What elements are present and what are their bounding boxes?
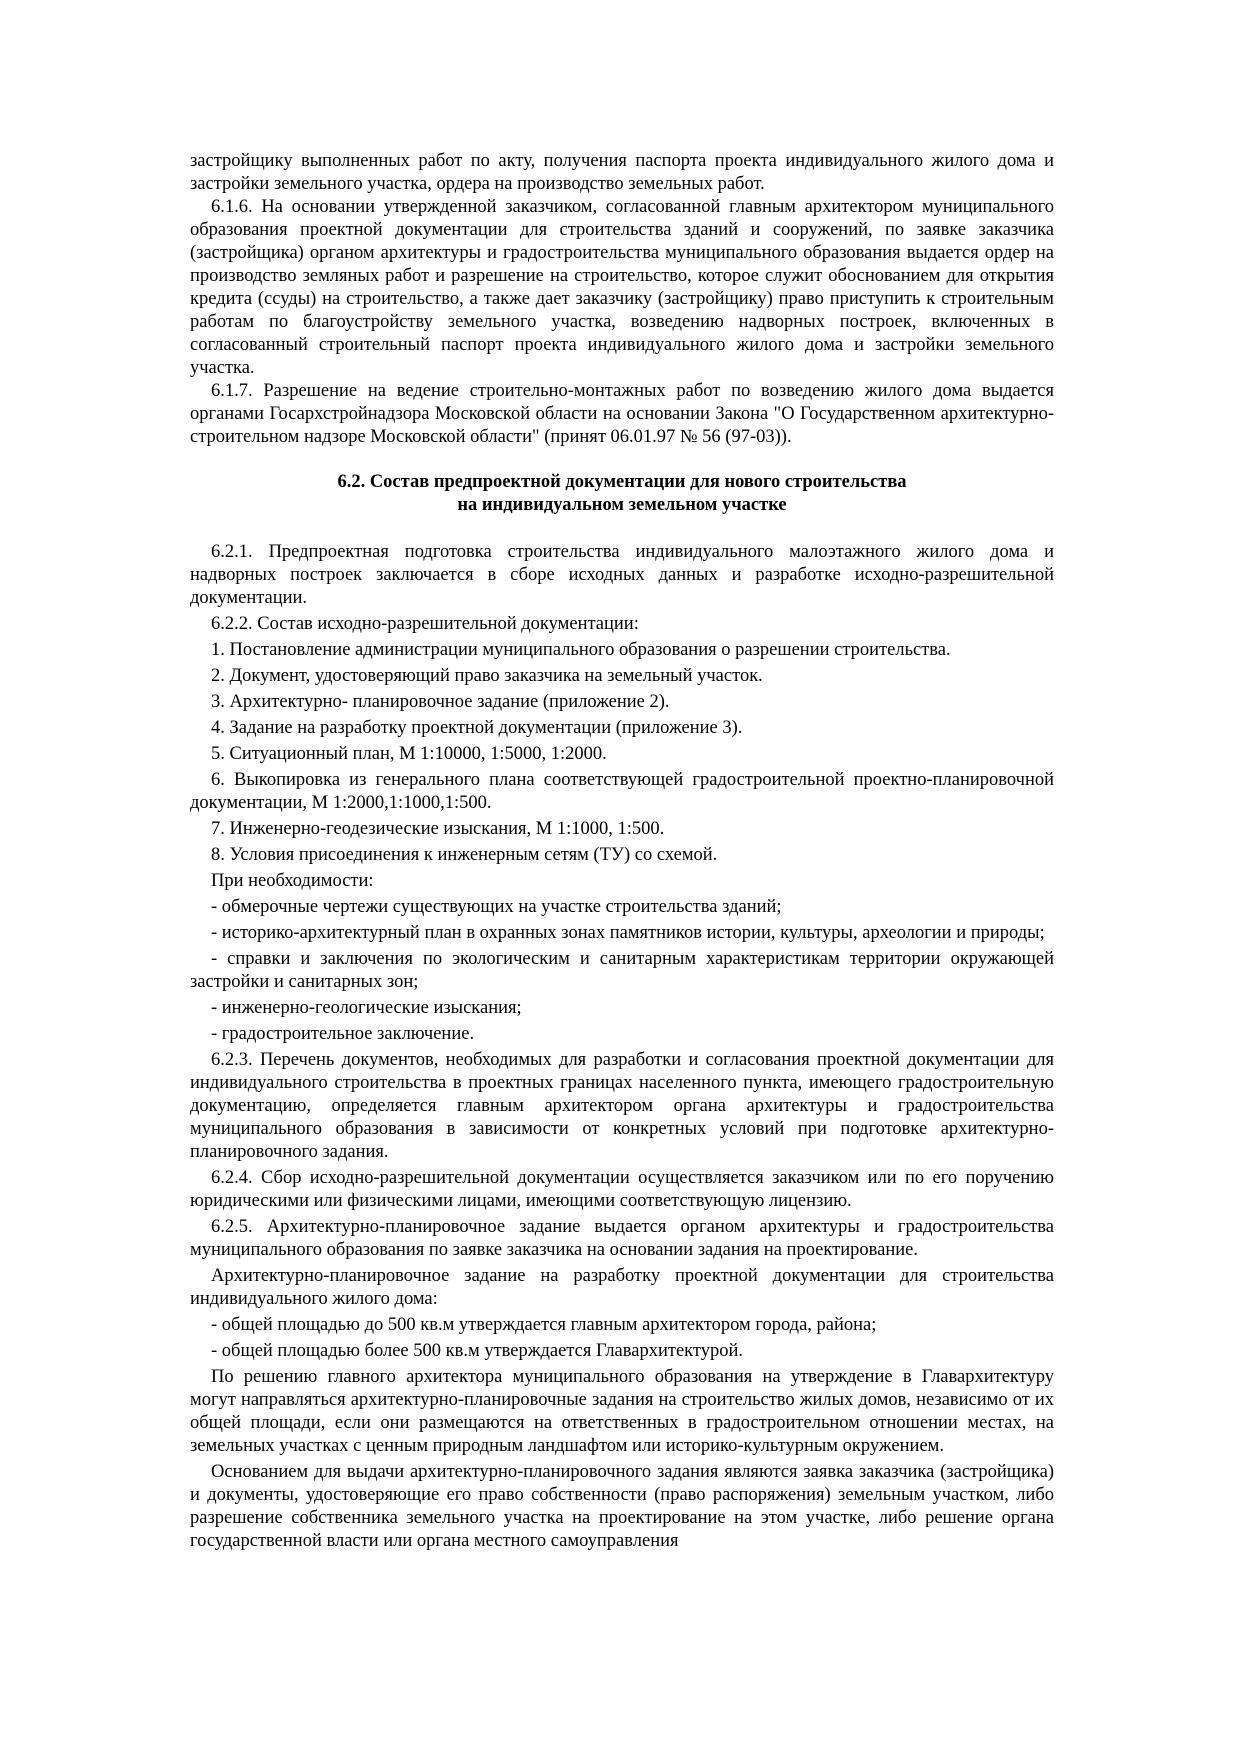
dash-list-item: - инженерно-геологические изыскания;	[211, 998, 522, 1018]
paragraph-continuation: застройщику выполненных работ по акту, получения паспорта проекта индивидуального жилого дома и застройки земельного участка, ордера на производство земельных работ.	[190, 151, 1054, 194]
dash-list-item: - справки и заключения по экологическим и санитарным характеристикам территории окружающей застройки и санитарных зон;	[190, 949, 1054, 992]
list-item: 7. Инженерно-геодезические изыскания, М 1:1000, 1:500.	[211, 819, 665, 839]
paragraph-6-2-1: 6.2.1. Предпроектная подготовка строительства индивидуального малоэтажного жилого дома и надворных построек заключается в сборе исходных данных и разработке исходно-разрешительной документации.	[190, 542, 1054, 608]
paragraph-decision: По решению главного архитектора муниципального образования на утверждение в Главархитектуру могут направляться архитектурно-планировочные задания на строительство жилых домов, независимо от их общей площади, если они размещаются на ответственных в градостроительном отношении местах, на земельных участках с ценным природным ландшафтом или историко-культурным окружением.	[190, 1367, 1054, 1456]
list-item: 8. Условия присоединения к инженерным сетям (ТУ) со схемой.	[211, 845, 718, 865]
dash-list-item: - историко-архитектурный план в охранных зонах памятников истории, культуры, археологии и природы;	[211, 923, 1045, 943]
section-heading-line1: 6.2. Состав предпроектной документации для нового строительства	[337, 472, 907, 492]
document-page	[190, 150, 1054, 1553]
list-item: 5. Ситуационный план, М 1:10000, 1:5000, 1:2000.	[211, 744, 607, 764]
list-item: 3. Архитектурно- планировочное задание (приложение 2).	[211, 692, 670, 712]
list-item: 2. Документ, удостоверяющий право заказчика на земельный участок.	[211, 666, 763, 686]
section-heading	[190, 471, 1054, 517]
paragraph-6-2-3: 6.2.3. Перечень документов, необходимых для разработки и согласования проектной документации для индивидуального строительства в проектных границах населенного пункта, имеющего градостроительную документацию, определяется главным архитектором органа архитектуры и градостроительства муниципального образования в зависимости от конкретных условий при подготовке архитектурно-планировочного задания.	[190, 1050, 1054, 1162]
list-item: 6. Выкопировка из генерального плана соответствующей градостроительной проектно-планировочной документации, М 1:2000,1:1000,1:500.	[190, 770, 1054, 813]
dash-list-item: - обмерочные чертежи существующих на участке строительства зданий;	[211, 897, 782, 917]
paragraph-6-2-4: 6.2.4. Сбор исходно-разрешительной документации осуществляется заказчиком или по его поручению юридическими или физическими лицами, имеющими соответствующую лицензию.	[190, 1168, 1054, 1211]
list-item: 1. Постановление администрации муниципального образования о разрешении строительства.	[211, 640, 951, 660]
dash-list-item: - общей площадью до 500 кв.м утверждается главным архитектором города, района;	[211, 1315, 877, 1335]
dash-list-item: - общей площадью более 500 кв.м утверждается Главархитектурой.	[211, 1341, 744, 1361]
paragraph-apz: Архитектурно-планировочное задание на разработку проектной документации для строительства индивидуального жилого дома:	[190, 1266, 1054, 1309]
paragraph-6-1-7: 6.1.7. Разрешение на ведение строительно-монтажных работ по возведению жилого дома выдается органами Госархстройнадзора Московской области на основании Закона "О Государственном архитектурно- строительном надзоре Московской области" (принят 06.01.97 № 56 (97-03)).	[190, 381, 1054, 447]
list-subheading: При необходимости:	[211, 871, 374, 891]
dash-list-item: - градостроительное заключение.	[211, 1024, 475, 1044]
paragraph-6-2-2: 6.2.2. Состав исходно-разрешительной документации:	[211, 614, 639, 634]
paragraph-basis: Основанием для выдачи архитектурно-планировочного задания являются заявка заказчика (застройщика) и документы, удостоверяющие его право собственности (право распоряжения) земельным участком, либо разрешение собственника земельного участка на проектирование на этом участке, либо решение органа государственной власти или органа местного самоуправления	[190, 1462, 1054, 1551]
section-heading-line2: на индивидуальном земельном участке	[457, 495, 787, 515]
paragraph-6-2-5: 6.2.5. Архитектурно-планировочное задание выдается органом архитектуры и градостроительства муниципального образования по заявке заказчика на основании задания на проектирование.	[190, 1217, 1054, 1260]
list-item: 4. Задание на разработку проектной документации (приложение 3).	[211, 718, 743, 738]
paragraph-6-1-6: 6.1.6. На основании утвержденной заказчиком, согласованной главным архитектором муниципального образования проектной документации для строительства зданий и сооружений, по заявке заказчика (застройщика) органом архитектуры и градостроительства муниципального образования выдается ордер на производство земляных работ и разрешение на строительство, которое служит обоснованием для открытия кредита (ссуды) на строительство, а также дает заказчику (застройщику) право приступить к строительным работам по благоустройству земельного участка, возведению надворных построек, включенных в согласованный строительный паспорт проекта индивидуального жилого дома и застройки земельного участка.	[190, 197, 1054, 378]
